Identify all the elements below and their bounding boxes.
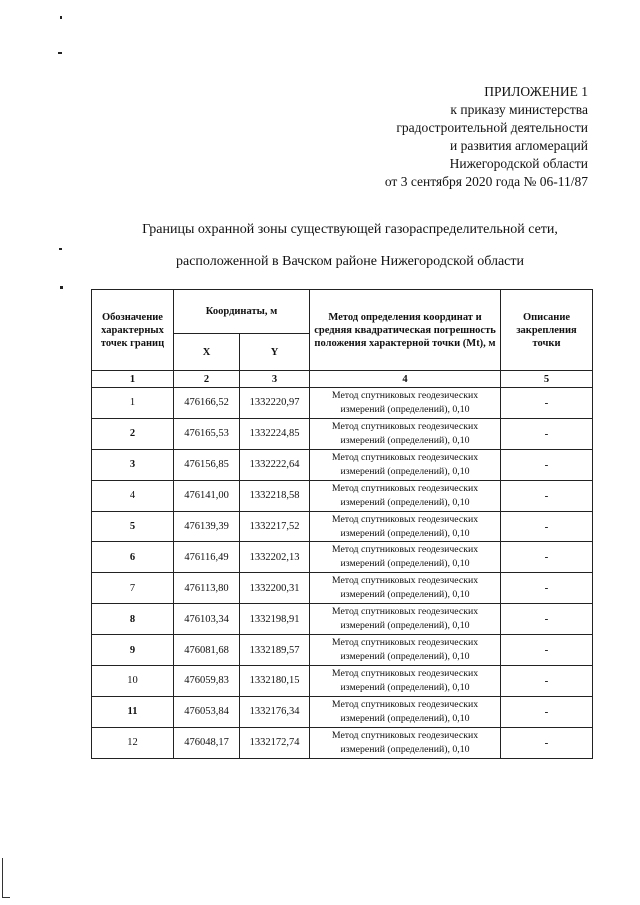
method: Метод спутниковых геодезических измерений (определений), 0,10 <box>310 573 501 604</box>
point-id: 2 <box>92 418 174 449</box>
coord-y: 1332198,91 <box>240 604 310 635</box>
coord-y: 1332220,97 <box>240 388 310 419</box>
method: Метод спутниковых геодезических измерений (определений), 0,10 <box>310 418 501 449</box>
point-id: 3 <box>92 449 174 480</box>
coord-y: 1332172,74 <box>240 727 310 758</box>
coord-y: 1332189,57 <box>240 635 310 666</box>
description: - <box>501 635 593 666</box>
column-number: 4 <box>310 371 501 388</box>
method: Метод спутниковых геодезических измерений (определений), 0,10 <box>310 604 501 635</box>
point-id: 6 <box>92 542 174 573</box>
column-number: 3 <box>240 371 310 388</box>
method: Метод спутниковых геодезических измерений (определений), 0,10 <box>310 480 501 511</box>
column-number: 5 <box>501 371 593 388</box>
coord-x: 476059,83 <box>174 666 240 697</box>
title-line-1: Границы охранной зоны существующей газораспределительной сети, <box>142 222 558 237</box>
column-number: 1 <box>92 371 174 388</box>
header-description: Описание закрепления точки <box>501 290 593 371</box>
table-row <box>92 418 593 449</box>
coord-x: 476116,49 <box>174 542 240 573</box>
scan-speck <box>60 286 63 289</box>
description: - <box>501 696 593 727</box>
header-x: X <box>174 334 240 371</box>
method: Метод спутниковых геодезических измерений (определений), 0,10 <box>310 542 501 573</box>
coord-x: 476166,52 <box>174 388 240 419</box>
point-id: 9 <box>92 635 174 666</box>
coord-x: 476113,80 <box>174 573 240 604</box>
appendix-date-number: от 3 сентября 2020 года № 06-11/87 <box>384 174 588 189</box>
description: - <box>501 418 593 449</box>
table-row <box>92 604 593 635</box>
coord-y: 1332176,34 <box>240 696 310 727</box>
coordinates-table <box>91 289 593 759</box>
description: - <box>501 542 593 573</box>
point-id: 10 <box>92 666 174 697</box>
point-id: 4 <box>92 480 174 511</box>
coord-x: 476053,84 <box>174 696 240 727</box>
coord-x: 476156,85 <box>174 449 240 480</box>
table-row <box>92 388 593 419</box>
description: - <box>501 480 593 511</box>
scan-edge-mark <box>2 858 3 898</box>
document-title <box>60 218 640 274</box>
appendix-block <box>385 83 588 191</box>
table-row <box>92 480 593 511</box>
point-id: 5 <box>92 511 174 542</box>
coord-y: 1332217,52 <box>240 511 310 542</box>
coord-x: 476141,00 <box>174 480 240 511</box>
coord-y: 1332224,85 <box>240 418 310 449</box>
coord-x: 476165,53 <box>174 418 240 449</box>
column-number: 2 <box>174 371 240 388</box>
scan-speck <box>58 52 62 54</box>
point-id: 12 <box>92 727 174 758</box>
table-row <box>92 542 593 573</box>
scan-edge-mark <box>2 897 10 898</box>
appendix-line: и развития агломераций <box>449 138 588 153</box>
appendix-title: ПРИЛОЖЕНИЕ 1 <box>484 84 588 99</box>
method: Метод спутниковых геодезических измерений (определений), 0,10 <box>310 449 501 480</box>
table-row <box>92 666 593 697</box>
coord-x: 476048,17 <box>174 727 240 758</box>
point-id: 7 <box>92 573 174 604</box>
coord-y: 1332218,58 <box>240 480 310 511</box>
table-row <box>92 511 593 542</box>
coord-y: 1332222,64 <box>240 449 310 480</box>
coord-x: 476081,68 <box>174 635 240 666</box>
table-row <box>92 727 593 758</box>
method: Метод спутниковых геодезических измерений (определений), 0,10 <box>310 511 501 542</box>
point-id: 1 <box>92 388 174 419</box>
method: Метод спутниковых геодезических измерений (определений), 0,10 <box>310 388 501 419</box>
coord-y: 1332202,13 <box>240 542 310 573</box>
title-line-2: расположенной в Вачском районе Нижегородской области <box>175 254 525 269</box>
method: Метод спутниковых геодезических измерений (определений), 0,10 <box>310 666 501 697</box>
coord-y: 1332200,31 <box>240 573 310 604</box>
table-row <box>92 696 593 727</box>
description: - <box>501 604 593 635</box>
description: - <box>501 727 593 758</box>
method: Метод спутниковых геодезических измерений (определений), 0,10 <box>310 635 501 666</box>
method: Метод спутниковых геодезических измерений (определений), 0,10 <box>310 696 501 727</box>
point-id: 8 <box>92 604 174 635</box>
coord-x: 476139,39 <box>174 511 240 542</box>
table-row <box>92 573 593 604</box>
method: Метод спутниковых геодезических измерений (определений), 0,10 <box>310 727 501 758</box>
header-method: Метод определения координат и средняя квадратическая погрешность положения характерной точки (Mt), м <box>310 290 501 371</box>
appendix-line: градостроительной деятельности <box>396 120 588 135</box>
appendix-line: Нижегородской области <box>449 156 588 171</box>
table-row <box>92 635 593 666</box>
coord-x: 476103,34 <box>174 604 240 635</box>
description: - <box>501 573 593 604</box>
header-y: Y <box>240 334 310 371</box>
description: - <box>501 666 593 697</box>
coord-y: 1332180,15 <box>240 666 310 697</box>
scan-speck <box>60 16 62 19</box>
table-row <box>92 449 593 480</box>
description: - <box>501 449 593 480</box>
point-id: 11 <box>92 696 174 727</box>
appendix-line: к приказу министерства <box>450 102 588 117</box>
description: - <box>501 511 593 542</box>
header-coordinates: Координаты, м <box>174 290 310 334</box>
description: - <box>501 388 593 419</box>
header-designation: Обозначение характерных точек границ <box>92 290 174 371</box>
